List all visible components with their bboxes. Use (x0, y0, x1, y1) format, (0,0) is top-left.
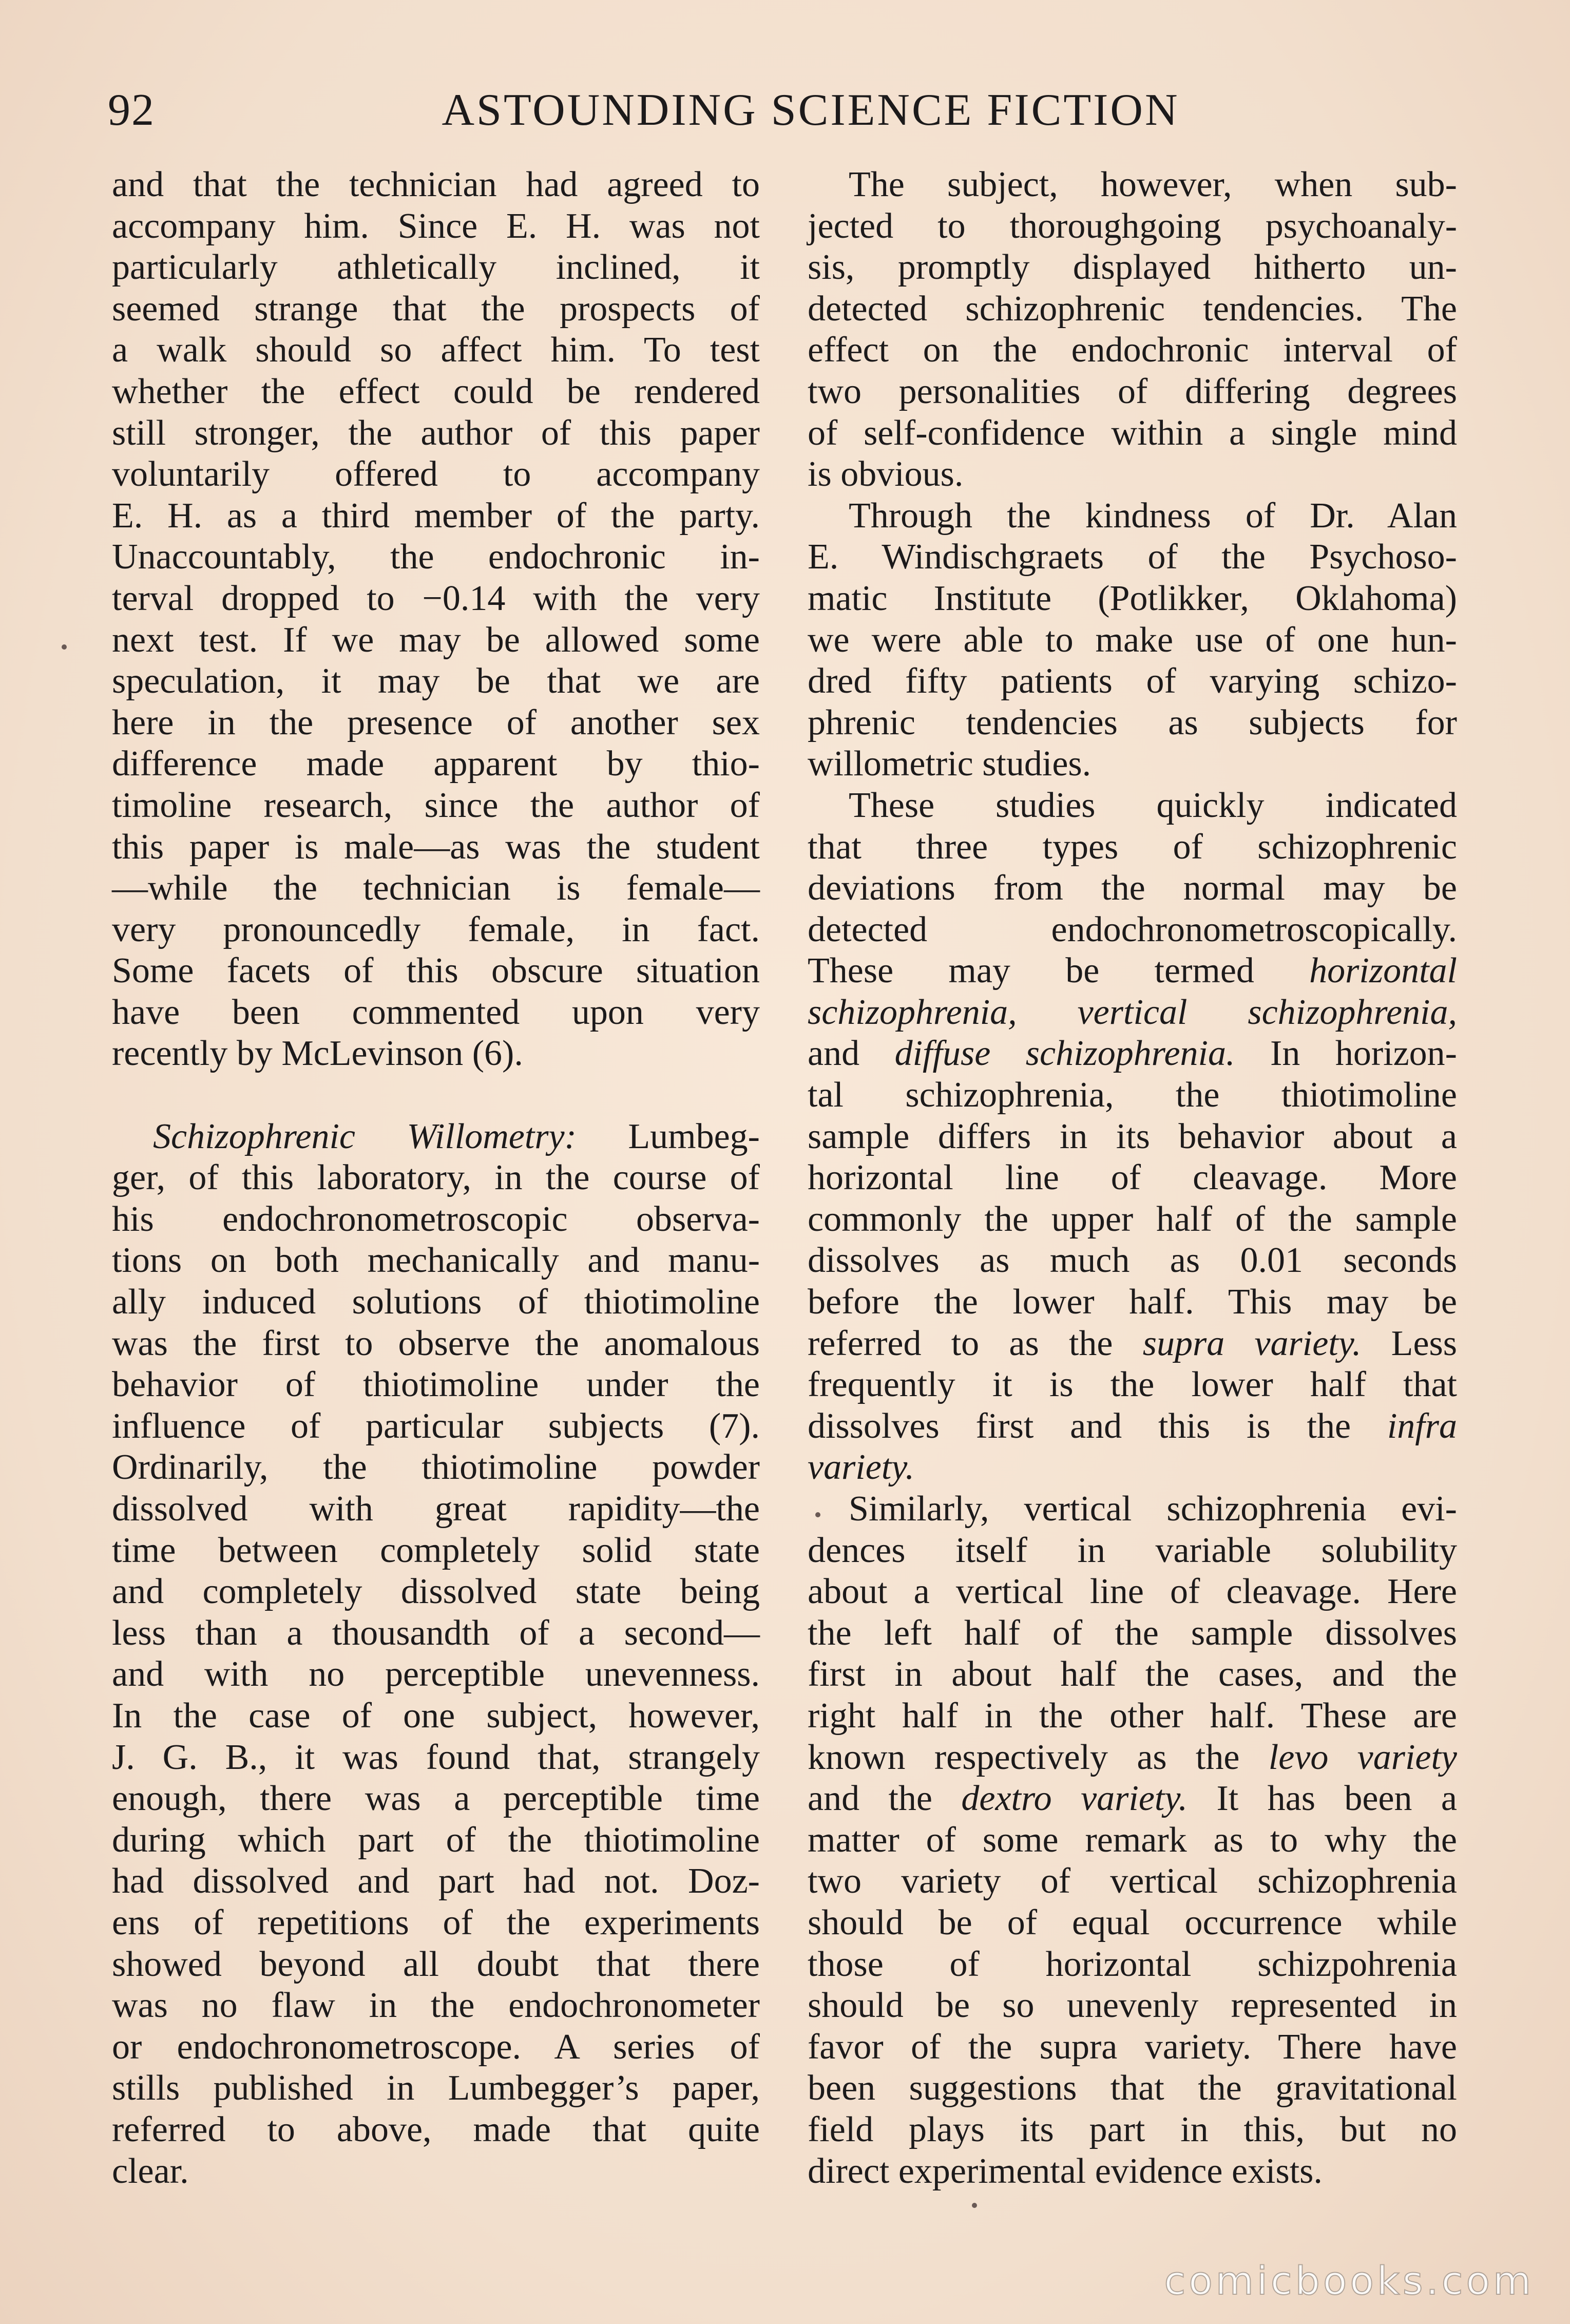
text-line (808, 330, 1457, 371)
text-line (112, 1282, 760, 1323)
line-text: the left half of the sample dissolves (808, 1613, 1457, 1653)
text-line (112, 1157, 760, 1199)
text-line (808, 1654, 1457, 1696)
line-text: and the (808, 1779, 962, 1819)
line-text: matter of some remark as to why the (808, 1820, 1457, 1860)
line-text: jected to thoroughgoing psychoanaly- (808, 206, 1457, 246)
text-line (112, 785, 760, 827)
text-line (112, 909, 760, 951)
line-text: less than a thousandth of a second— (112, 1613, 760, 1653)
text-line (112, 620, 760, 661)
line-text: E. Windischgraets of the Psychoso- (808, 537, 1457, 577)
text-line (112, 992, 760, 1034)
text-line (808, 413, 1457, 454)
text-line (808, 1571, 1457, 1613)
line-text: Through the kindness of Dr. Alan (849, 496, 1457, 536)
italic-term: horizontal (1309, 951, 1457, 991)
line-text: These studies quickly indicated (849, 785, 1457, 825)
text-line (808, 2027, 1457, 2068)
text-line (112, 1778, 760, 1820)
line-text: field plays its part in this, but no (808, 2109, 1457, 2149)
line-text: terval dropped to −0.14 with the very (112, 578, 760, 618)
line-text: referred to as the (808, 1323, 1143, 1363)
text-line (808, 868, 1457, 909)
line-text: detected schizophrenic tendencies. The (808, 289, 1457, 329)
text-line (808, 1240, 1457, 1282)
left-column (112, 164, 760, 2192)
line-text: ally induced solutions of thiotimoline (112, 1282, 760, 1322)
italic-term: dextro variety. (961, 1779, 1188, 1819)
print-speck (815, 1512, 820, 1517)
text-line (808, 1033, 1457, 1075)
line-text: detected endochronometroscopically. (808, 909, 1457, 949)
line-text: ens of repetitions of the experiments (112, 1902, 760, 1942)
text-line (808, 1820, 1457, 1861)
line-text: timoline research, since the author of (112, 785, 760, 825)
text-line (808, 1406, 1457, 1447)
line-text: E. H. as a third member of the party. (112, 496, 760, 536)
text-line (112, 1654, 760, 1696)
text-line (808, 1530, 1457, 1572)
text-line (808, 992, 1457, 1034)
line-text: his endochronometroscopic observa- (112, 1199, 760, 1239)
page-number: 92 (108, 85, 155, 135)
line-text: that three types of schizophrenic (808, 827, 1457, 867)
text-line (808, 1489, 1457, 1530)
line-text: recently by McLevinson (6). (112, 1034, 523, 1074)
text-line (808, 620, 1457, 661)
line-text: frequently it is the lower half that (808, 1365, 1457, 1405)
text-line (112, 1323, 760, 1365)
line-text: These may be termed (808, 951, 1310, 991)
italic-term: infra (1387, 1406, 1457, 1446)
line-text: dissolves first and this is the (808, 1406, 1387, 1446)
text-line (112, 2151, 760, 2193)
line-text: or endochronometroscope. A series of (112, 2027, 760, 2067)
text-line (112, 2068, 760, 2109)
line-text: seemed strange that the prospects of (112, 289, 760, 329)
text-line (112, 950, 760, 992)
text-line (808, 289, 1457, 330)
line-text: behavior of thiotimoline under the (112, 1365, 760, 1405)
line-text: we were able to make use of one hun- (808, 620, 1457, 660)
text-line (112, 454, 760, 496)
text-line (808, 2068, 1457, 2109)
italic-term: levo variety (1268, 1737, 1457, 1777)
text-line (808, 1116, 1457, 1158)
text-line (112, 1116, 760, 1158)
line-text: accompany him. Since E. H. was not (112, 206, 760, 246)
text-line (808, 1985, 1457, 2027)
line-text: commonly the upper half of the sample (808, 1199, 1457, 1239)
line-text: Ordinarily, the thiotimoline powder (112, 1447, 760, 1488)
line-text: willometric studies. (808, 744, 1092, 784)
right-column (808, 164, 1457, 2192)
line-text: It has been a (1188, 1779, 1458, 1819)
line-text: sample differs in its behavior about a (808, 1116, 1457, 1156)
line-text: sis, promptly displayed hitherto un- (808, 247, 1457, 288)
text-line (808, 371, 1457, 413)
text-line (112, 1613, 760, 1654)
text-line (808, 702, 1457, 744)
text-line (808, 1944, 1457, 1986)
line-text: referred to above, made that quite (112, 2109, 760, 2149)
line-text: this paper is male—as was the student (112, 827, 760, 867)
text-line (112, 702, 760, 744)
text-line (112, 1033, 760, 1075)
italic-term: diffuse schizophrenia. (894, 1034, 1235, 1074)
print-speck (972, 2203, 977, 2208)
text-line (808, 950, 1457, 992)
text-line (808, 454, 1457, 496)
text-line (808, 1613, 1457, 1654)
italic-term: schizophrenia, (808, 992, 1017, 1032)
line-text: stills published in Lumbegger’s paper, (112, 2068, 760, 2108)
text-line (112, 371, 760, 413)
line-text: horizontal line of cleavage. More (808, 1158, 1457, 1198)
text-line (112, 496, 760, 537)
line-text: very pronouncedly female, in fact. (112, 909, 760, 949)
text-line (112, 661, 760, 702)
line-text: time between completely solid state (112, 1530, 760, 1570)
line-text: direct experimental evidence exists. (808, 2151, 1323, 2191)
line-text: dred fifty patients of varying schizo- (808, 661, 1457, 701)
text-line (112, 1447, 760, 1489)
line-text: right half in the other half. These are (808, 1696, 1457, 1736)
line-text: and completely dissolved state being (112, 1572, 760, 1612)
text-line (112, 2027, 760, 2068)
text-line (112, 1737, 760, 1779)
line-text: is obvious. (808, 454, 964, 494)
text-line (808, 744, 1457, 785)
text-line (112, 1985, 760, 2027)
text-line (112, 289, 760, 330)
text-line (808, 206, 1457, 247)
line-text: first in about half the cases, and the (808, 1654, 1457, 1694)
line-text: should be so unevenly represented in (808, 1986, 1457, 2026)
line-text: those of horizontal schizpohrenia (808, 1944, 1457, 1984)
line-text: here in the presence of another sex (112, 702, 760, 742)
text-line (112, 206, 760, 247)
italic-term: vertical schizophrenia, (1077, 992, 1457, 1032)
text-line (808, 2151, 1457, 2193)
page-header (108, 82, 1452, 139)
line-text: next test. If we may be allowed some (112, 620, 760, 660)
text-line (112, 1902, 760, 1944)
text-line (808, 1157, 1457, 1199)
line-text: and (808, 1034, 895, 1074)
running-title: ASTOUNDING SCIENCE FICTION (442, 85, 1180, 135)
text-line (112, 1489, 760, 1530)
line-text: had dissolved and part had not. Doz- (112, 1861, 760, 1901)
line-text: Unaccountably, the endochronic in- (112, 537, 760, 577)
line-text: matic Institute (Potlikker, Oklahoma) (808, 578, 1457, 618)
line-text: clear. (112, 2151, 189, 2191)
text-line (808, 537, 1457, 578)
line-text: The subject, however, when sub- (849, 165, 1457, 204)
text-line (808, 1778, 1457, 1820)
line-text: Less (1361, 1323, 1457, 1363)
text-line (808, 1861, 1457, 1902)
line-text: —while the technician is female— (112, 868, 760, 908)
text-line (112, 744, 760, 785)
text-line (112, 1944, 760, 1986)
line-text: deviations from the normal may be (808, 868, 1457, 908)
line-text: voluntarily offered to accompany (112, 454, 760, 494)
line-text: difference made apparent by thio- (112, 744, 760, 784)
text-line (112, 1406, 760, 1447)
text-line (808, 785, 1457, 827)
text-line (112, 578, 760, 620)
text-line (808, 1696, 1457, 1737)
line-text: showed beyond all doubt that there (112, 1944, 760, 1984)
line-text: J. G. B., it was found that, strangely (112, 1737, 760, 1777)
line-text: phrenic tendencies as subjects for (808, 702, 1457, 742)
text-line (808, 827, 1457, 868)
text-line (808, 1364, 1457, 1406)
line-text: a walk should so affect him. To test (112, 330, 760, 370)
text-line (112, 1861, 760, 1902)
text-line (112, 827, 760, 868)
line-text: tions on both mechanically and manu- (112, 1241, 760, 1281)
line-text: speculation, it may be that we are (112, 661, 760, 701)
text-line (112, 2109, 760, 2151)
line-text: have been commented upon very (112, 992, 760, 1032)
line-text: In the case of one subject, however, (112, 1696, 760, 1736)
italic-term: supra variety. (1142, 1323, 1362, 1363)
text-line (112, 1820, 760, 1861)
line-text: favor of the supra variety. There have (808, 2027, 1457, 2067)
line-text: whether the effect could be rendered (112, 371, 760, 411)
line-text: particularly athletically inclined, it (112, 247, 760, 288)
text-line (112, 164, 760, 206)
text-line (808, 1447, 1457, 1489)
line-text: was no flaw in the endochronometer (112, 1986, 760, 2026)
text-line (112, 868, 760, 909)
text-line (112, 1696, 760, 1737)
text-line (808, 1902, 1457, 1944)
print-speck (62, 644, 67, 650)
line-text: tal schizophrenia, the thiotimoline (808, 1075, 1457, 1115)
text-line (808, 1199, 1457, 1241)
line-text: during which part of the thiotimoline (112, 1820, 760, 1860)
text-line (112, 1199, 760, 1241)
text-line (808, 164, 1457, 206)
text-line (112, 1364, 760, 1406)
text-line (112, 537, 760, 578)
line-text: of self-confidence within a single mind (808, 413, 1457, 453)
text-line (112, 1571, 760, 1613)
line-text: was the first to observe the anomalous (112, 1323, 760, 1363)
line-text: Some facets of this obscure situation (112, 951, 760, 991)
line-text: and with no perceptible unevenness. (112, 1654, 760, 1694)
text-line (808, 247, 1457, 289)
line-text: before the lower half. This may be (808, 1282, 1457, 1322)
text-line (112, 330, 760, 371)
text-line (112, 1240, 760, 1282)
line-text: been suggestions that the gravitational (808, 2068, 1457, 2108)
text-line (808, 909, 1457, 951)
line-text: two variety of vertical schizophrenia (808, 1861, 1457, 1901)
text-line (808, 1075, 1457, 1116)
line-text: ger, of this laboratory, in the course of (112, 1158, 760, 1198)
text-line (808, 1282, 1457, 1323)
line-text: known respectively as the (808, 1737, 1269, 1777)
text-line (808, 578, 1457, 620)
italic-term: variety. (808, 1447, 914, 1488)
line-text: In horizon- (1235, 1034, 1457, 1074)
line-text: should be of equal occurrence while (808, 1902, 1457, 1942)
line-text: about a vertical line of cleavage. Here (808, 1572, 1457, 1612)
line-text: dissolves as much as 0.01 seconds (808, 1241, 1457, 1281)
line-text: dences itself in variable solubility (808, 1530, 1457, 1570)
text-line (112, 413, 760, 454)
line-text: effect on the endochronic interval of (808, 330, 1457, 370)
text-line (112, 247, 760, 289)
text-line (112, 1530, 760, 1572)
line-text: two personalities of differing degrees (808, 371, 1457, 411)
text-line (808, 1323, 1457, 1365)
text-line (808, 496, 1457, 537)
text-line (808, 661, 1457, 702)
line-text: still stronger, the author of this paper (112, 413, 760, 453)
text-line (808, 1737, 1457, 1779)
site-watermark: comicbooks.com (1164, 2258, 1534, 2303)
line-text: enough, there was a perceptible time (112, 1779, 760, 1819)
italic-term: Schizophrenic Willometry: (153, 1116, 577, 1156)
text-line (808, 2109, 1457, 2151)
section-break (112, 1075, 760, 1116)
line-text (1017, 993, 1078, 1032)
line-text: influence of particular subjects (7). (112, 1406, 760, 1446)
line-text: Lumbeg- (576, 1116, 760, 1156)
line-text: Similarly, vertical schizophrenia evi- (849, 1489, 1457, 1529)
line-text: dissolved with great rapidity—the (112, 1489, 760, 1529)
line-text: and that the technician had agreed to (112, 165, 760, 204)
